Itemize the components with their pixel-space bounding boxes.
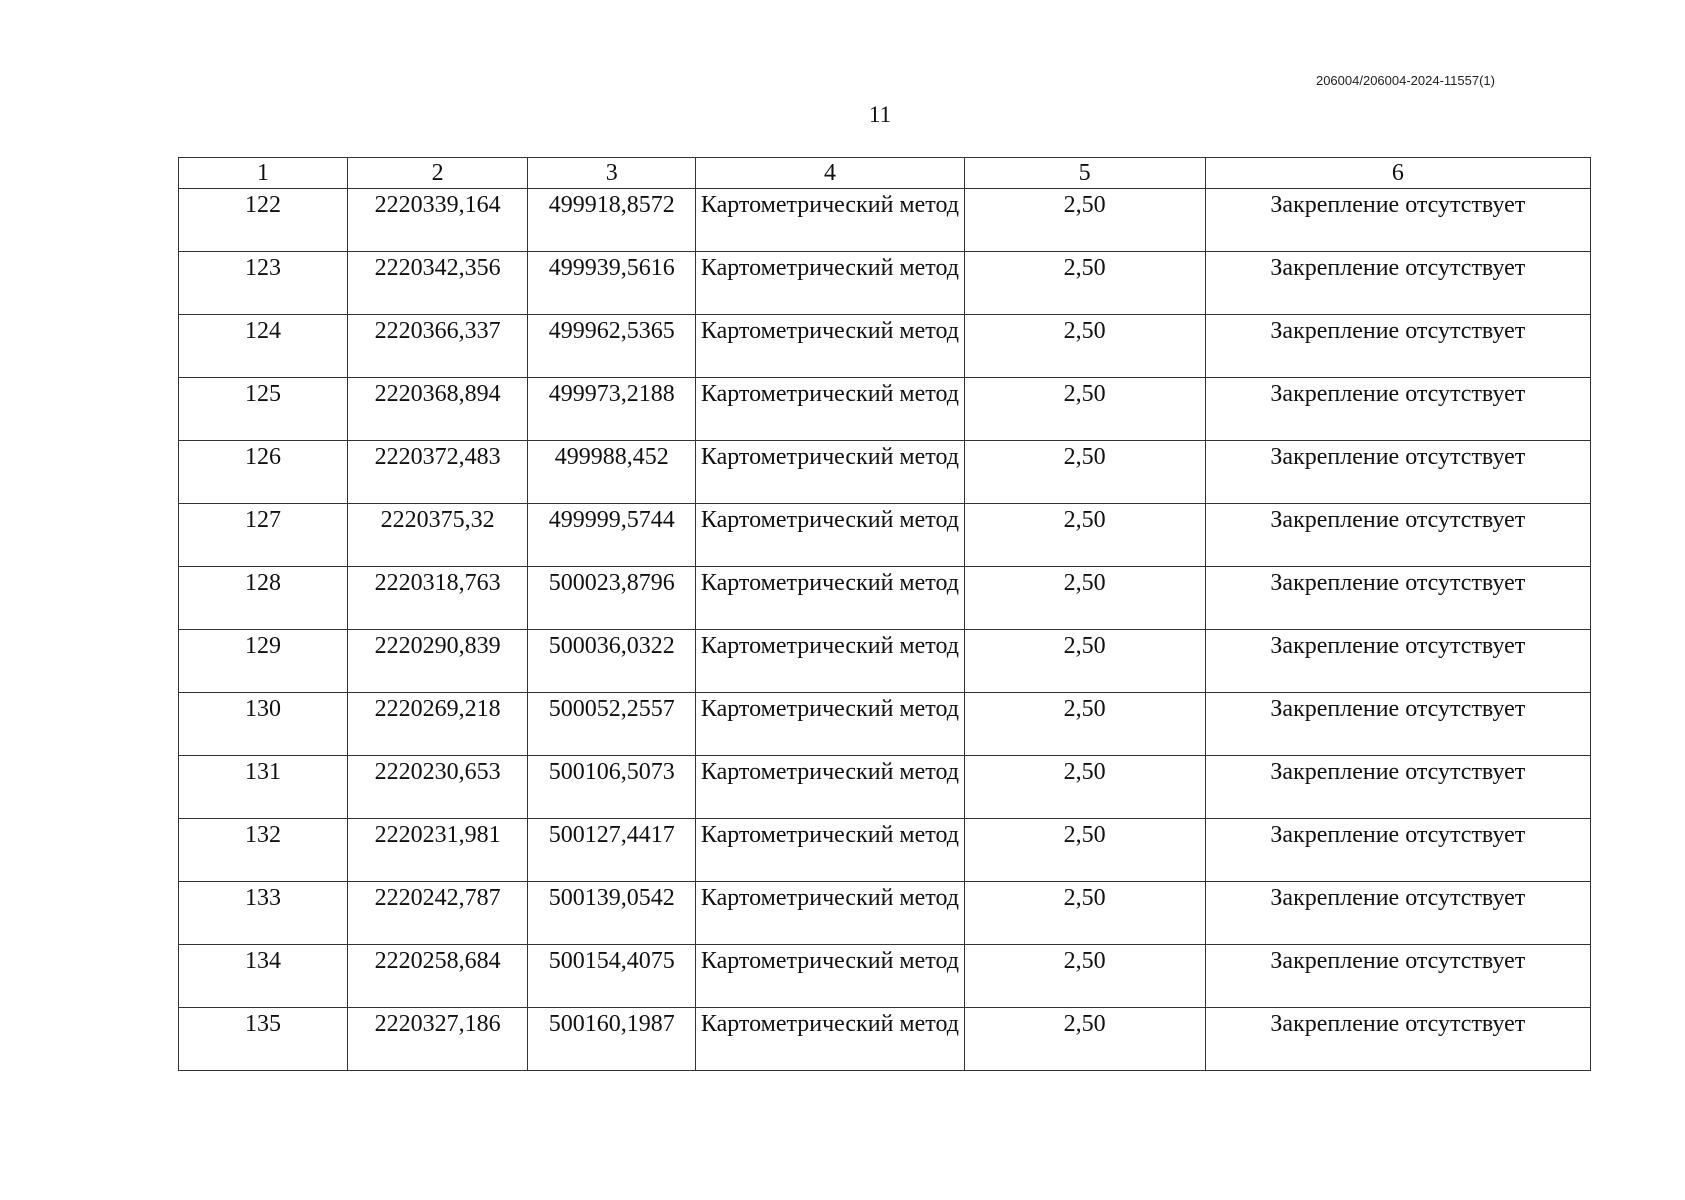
- fixing-description-cell: Закрепление отсутствует: [1205, 567, 1590, 630]
- point-number-cell: 128: [179, 567, 348, 630]
- y-coordinate-cell: 499939,5616: [528, 252, 696, 315]
- accuracy-cell: 2,50: [964, 1008, 1205, 1071]
- accuracy-cell: 2,50: [964, 882, 1205, 945]
- accuracy-cell: 2,50: [964, 693, 1205, 756]
- column-header: 3: [528, 158, 696, 189]
- fixing-description-cell: Закрепление отсутствует: [1205, 252, 1590, 315]
- point-number-cell: 130: [179, 693, 348, 756]
- y-coordinate-cell: 500160,1987: [528, 1008, 696, 1071]
- accuracy-cell: 2,50: [964, 378, 1205, 441]
- y-coordinate-cell: 499962,5365: [528, 315, 696, 378]
- y-coordinate-cell: 500106,5073: [528, 756, 696, 819]
- fixing-description-cell: Закрепление отсутствует: [1205, 441, 1590, 504]
- y-coordinate-cell: 500139,0542: [528, 882, 696, 945]
- table-row: [179, 567, 1591, 630]
- table-header: [179, 158, 1591, 189]
- x-coordinate-cell: 2220269,218: [348, 693, 528, 756]
- method-cell: Картометрический метод: [696, 945, 964, 1008]
- method-cell: Картометрический метод: [696, 882, 964, 945]
- fixing-description-cell: Закрепление отсутствует: [1205, 189, 1590, 252]
- x-coordinate-cell: 2220342,356: [348, 252, 528, 315]
- fixing-description-cell: Закрепление отсутствует: [1205, 378, 1590, 441]
- x-coordinate-cell: 2220258,684: [348, 945, 528, 1008]
- table-row: [179, 252, 1591, 315]
- method-cell: Картометрический метод: [696, 378, 964, 441]
- y-coordinate-cell: 499999,5744: [528, 504, 696, 567]
- fixing-description-cell: Закрепление отсутствует: [1205, 756, 1590, 819]
- x-coordinate-cell: 2220366,337: [348, 315, 528, 378]
- x-coordinate-cell: 2220231,981: [348, 819, 528, 882]
- accuracy-cell: 2,50: [964, 504, 1205, 567]
- accuracy-cell: 2,50: [964, 189, 1205, 252]
- fixing-description-cell: Закрепление отсутствует: [1205, 693, 1590, 756]
- table-row: [179, 630, 1591, 693]
- x-coordinate-cell: 2220318,763: [348, 567, 528, 630]
- point-number-cell: 124: [179, 315, 348, 378]
- fixing-description-cell: Закрепление отсутствует: [1205, 819, 1590, 882]
- page-number: 11: [868, 102, 892, 127]
- method-cell: Картометрический метод: [696, 756, 964, 819]
- fixing-description-cell: Закрепление отсутствует: [1205, 1008, 1590, 1071]
- table-row: [179, 378, 1591, 441]
- method-cell: Картометрический метод: [696, 567, 964, 630]
- x-coordinate-cell: 2220375,32: [348, 504, 528, 567]
- x-coordinate-cell: 2220327,186: [348, 1008, 528, 1071]
- x-coordinate-cell: 2220372,483: [348, 441, 528, 504]
- fixing-description-cell: Закрепление отсутствует: [1205, 882, 1590, 945]
- accuracy-cell: 2,50: [964, 819, 1205, 882]
- accuracy-cell: 2,50: [964, 567, 1205, 630]
- table-header-row: [179, 158, 1591, 189]
- column-header: 6: [1205, 158, 1590, 189]
- point-number-cell: 129: [179, 630, 348, 693]
- x-coordinate-cell: 2220290,839: [348, 630, 528, 693]
- point-number-cell: 123: [179, 252, 348, 315]
- column-header: 4: [696, 158, 964, 189]
- y-coordinate-cell: 499918,8572: [528, 189, 696, 252]
- document-id: 206004/206004-2024-11557(1): [1315, 73, 1495, 88]
- point-number-cell: 132: [179, 819, 348, 882]
- column-header: 2: [348, 158, 528, 189]
- table-row: [179, 504, 1591, 567]
- table-row: [179, 882, 1591, 945]
- accuracy-cell: 2,50: [964, 315, 1205, 378]
- table-row: [179, 945, 1591, 1008]
- accuracy-cell: 2,50: [964, 630, 1205, 693]
- x-coordinate-cell: 2220368,894: [348, 378, 528, 441]
- x-coordinate-cell: 2220242,787: [348, 882, 528, 945]
- accuracy-cell: 2,50: [964, 252, 1205, 315]
- method-cell: Картометрический метод: [696, 630, 964, 693]
- method-cell: Картометрический метод: [696, 504, 964, 567]
- table-body: [179, 189, 1591, 1071]
- fixing-description-cell: Закрепление отсутствует: [1205, 504, 1590, 567]
- method-cell: Картометрический метод: [696, 441, 964, 504]
- accuracy-cell: 2,50: [964, 441, 1205, 504]
- method-cell: Картометрический метод: [696, 693, 964, 756]
- table-row: [179, 819, 1591, 882]
- accuracy-cell: 2,50: [964, 945, 1205, 1008]
- table-row: [179, 315, 1591, 378]
- point-number-cell: 126: [179, 441, 348, 504]
- y-coordinate-cell: 500023,8796: [528, 567, 696, 630]
- y-coordinate-cell: 500127,4417: [528, 819, 696, 882]
- y-coordinate-cell: 499973,2188: [528, 378, 696, 441]
- x-coordinate-cell: 2220339,164: [348, 189, 528, 252]
- method-cell: Картометрический метод: [696, 252, 964, 315]
- point-number-cell: 131: [179, 756, 348, 819]
- table-row: [179, 441, 1591, 504]
- method-cell: Картометрический метод: [696, 315, 964, 378]
- point-number-cell: 125: [179, 378, 348, 441]
- point-number-cell: 134: [179, 945, 348, 1008]
- y-coordinate-cell: 499988,452: [528, 441, 696, 504]
- x-coordinate-cell: 2220230,653: [348, 756, 528, 819]
- table-row: [179, 693, 1591, 756]
- coordinates-table: [178, 157, 1591, 1071]
- column-header: 5: [964, 158, 1205, 189]
- accuracy-cell: 2,50: [964, 756, 1205, 819]
- point-number-cell: 127: [179, 504, 348, 567]
- fixing-description-cell: Закрепление отсутствует: [1205, 945, 1590, 1008]
- fixing-description-cell: Закрепление отсутствует: [1205, 630, 1590, 693]
- column-header: 1: [179, 158, 348, 189]
- fixing-description-cell: Закрепление отсутствует: [1205, 315, 1590, 378]
- method-cell: Картометрический метод: [696, 819, 964, 882]
- point-number-cell: 135: [179, 1008, 348, 1071]
- y-coordinate-cell: 500052,2557: [528, 693, 696, 756]
- table-row: [179, 189, 1591, 252]
- y-coordinate-cell: 500154,4075: [528, 945, 696, 1008]
- table-row: [179, 756, 1591, 819]
- method-cell: Картометрический метод: [696, 1008, 964, 1071]
- y-coordinate-cell: 500036,0322: [528, 630, 696, 693]
- method-cell: Картометрический метод: [696, 189, 964, 252]
- table-row: [179, 1008, 1591, 1071]
- point-number-cell: 122: [179, 189, 348, 252]
- point-number-cell: 133: [179, 882, 348, 945]
